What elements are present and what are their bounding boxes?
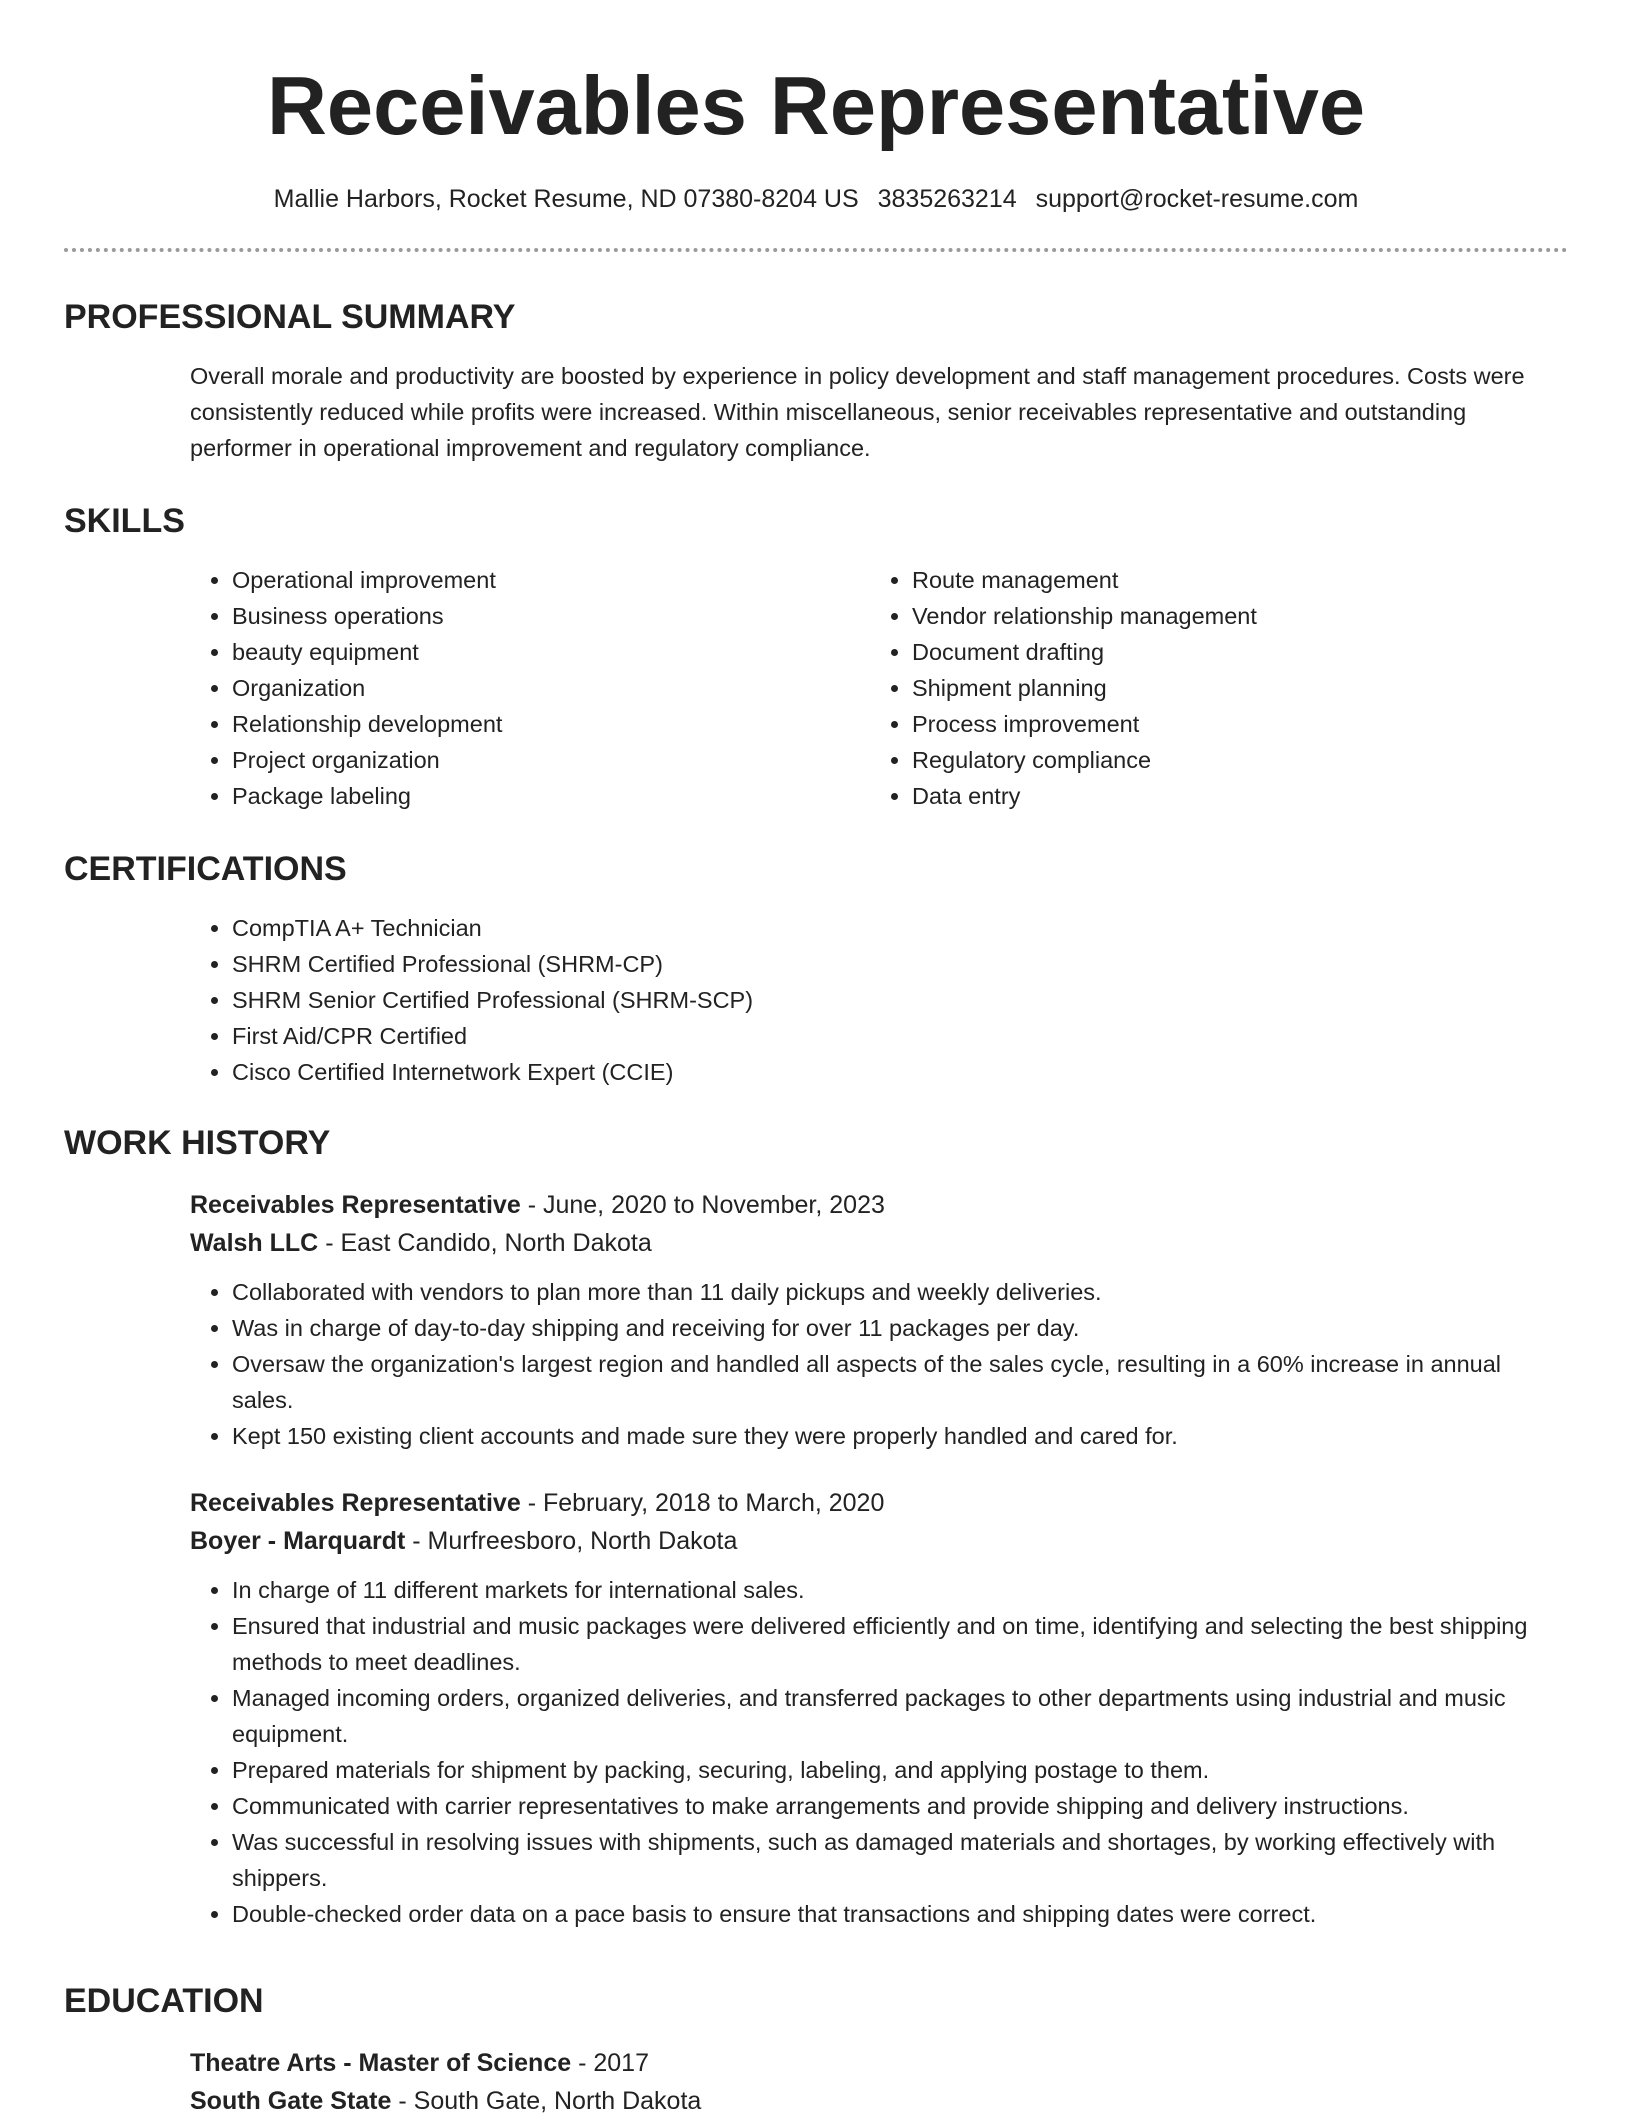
education-location: - South Gate, North Dakota <box>391 2087 702 2115</box>
job-location: - Murfreesboro, North Dakota <box>405 1527 738 1555</box>
education-section <box>64 1980 1568 2120</box>
skill-item: • Document drafting <box>912 634 1550 670</box>
certifications-section <box>64 848 1568 1090</box>
job-company-line <box>190 1224 1568 1262</box>
job-bullet: • Managed incoming orders, organized deliveries, and transferred packages to other departments using industrial and music equipment. <box>232 1680 1568 1752</box>
education-school-line <box>190 2082 1568 2120</box>
job-bullet: • Ensured that industrial and music packages were delivered efficiently and on time, identifying and selecting the best shipping methods to meet deadlines. <box>232 1608 1568 1680</box>
certification-item: • First Aid/CPR Certified <box>232 1018 1568 1054</box>
skill-item: • Business operations <box>232 598 870 634</box>
education-entry <box>190 2044 1568 2120</box>
skills-list-left <box>190 562 870 814</box>
skill-item: • Data entry <box>912 778 1550 814</box>
contact-address: Mallie Harbors, Rocket Resume, ND 07380-8204 US <box>273 185 859 213</box>
job-role: Receivables Representative <box>190 1489 521 1517</box>
summary-section <box>64 296 1568 466</box>
education-year: - 2017 <box>571 2049 649 2077</box>
job-title-line <box>190 1484 1568 1522</box>
skills-column-right <box>870 562 1550 814</box>
job-bullet-list <box>190 1274 1568 1454</box>
skill-item: • Regulatory compliance <box>912 742 1550 778</box>
job-bullet: • Oversaw the organization's largest region and handled all aspects of the sales cycle, resulting in a 60% increase in annual sales. <box>232 1346 1568 1418</box>
contact-phone: 3835263214 <box>877 185 1017 213</box>
contact-email: support@rocket-resume.com <box>1035 185 1359 213</box>
job-bullet: • Was in charge of day-to-day shipping and receiving for over 11 packages per day. <box>232 1310 1568 1346</box>
skill-item: • Vendor relationship management <box>912 598 1550 634</box>
job-company-line <box>190 1522 1568 1560</box>
summary-heading: PROFESSIONAL SUMMARY <box>64 298 516 336</box>
summary-text: Overall morale and productivity are boosted by experience in policy development and staff management procedures. Costs were consistently reduced while profits were increased. Within miscellaneous, senior receivables representative and outstanding performer in operational improvement and regulatory compliance. <box>190 363 1525 461</box>
job-bullets <box>190 1274 1568 1454</box>
resume-title: Receivables Representative <box>266 59 1366 152</box>
job-dates: - February, 2018 to March, 2020 <box>520 1489 885 1517</box>
job-bullet: • Double-checked order data on a pace basis to ensure that transactions and shipping dates were correct. <box>232 1896 1568 1932</box>
job-bullets <box>190 1572 1568 1932</box>
skills-section <box>64 500 1568 814</box>
education-school: South Gate State <box>190 2087 392 2115</box>
work-history-section <box>64 1122 1568 1932</box>
job-entry <box>190 1186 1568 1262</box>
contact-line <box>64 182 1568 216</box>
skill-item: • Operational improvement <box>232 562 870 598</box>
certifications-heading: CERTIFICATIONS <box>64 850 347 888</box>
certification-item: • Cisco Certified Internetwork Expert (CCIE) <box>232 1054 1568 1090</box>
job-role: Receivables Representative <box>190 1191 521 1219</box>
skill-item: • Process improvement <box>912 706 1550 742</box>
skills-grid <box>190 562 1568 814</box>
job-bullet: • Communicated with carrier representatives to make arrangements and provide shipping and delivery instructions. <box>232 1788 1568 1824</box>
certification-item: • SHRM Senior Certified Professional (SHRM-SCP) <box>232 982 1568 1018</box>
certifications-list <box>190 910 1568 1090</box>
education-degree-line <box>190 2044 1568 2082</box>
job-location: - East Candido, North Dakota <box>318 1229 652 1257</box>
skills-column-left <box>190 562 870 814</box>
work-history-heading: WORK HISTORY <box>64 1124 331 1162</box>
job-company: Boyer - Marquardt <box>190 1527 406 1555</box>
job-entry <box>190 1484 1568 1560</box>
job-bullet: • Was successful in resolving issues with shipments, such as damaged materials and shortages, by working effectively with shippers. <box>232 1824 1568 1896</box>
job-dates: - June, 2020 to November, 2023 <box>520 1191 885 1219</box>
job-company: Walsh LLC <box>190 1229 319 1257</box>
skill-item: • Relationship development <box>232 706 870 742</box>
skill-item: • Shipment planning <box>912 670 1550 706</box>
skill-item: • Route management <box>912 562 1550 598</box>
job-title-line <box>190 1186 1568 1224</box>
job-bullet: • Prepared materials for shipment by packing, securing, labeling, and applying postage to them. <box>232 1752 1568 1788</box>
job-bullet-list <box>190 1572 1568 1932</box>
education-heading: EDUCATION <box>64 1982 264 2020</box>
skill-item: • Organization <box>232 670 870 706</box>
job-bullet: • Collaborated with vendors to plan more than 11 daily pickups and weekly deliveries. <box>232 1274 1568 1310</box>
skills-heading: SKILLS <box>64 502 185 540</box>
certification-item: • CompTIA A+ Technician <box>232 910 1568 946</box>
education-degree: Theatre Arts - Master of Science <box>190 2049 572 2077</box>
certification-item: • SHRM Certified Professional (SHRM-CP) <box>232 946 1568 982</box>
header-divider <box>64 248 1568 252</box>
skill-item: • Package labeling <box>232 778 870 814</box>
job-bullet: • Kept 150 existing client accounts and made sure they were properly handled and cared for. <box>232 1418 1568 1454</box>
skill-item: • beauty equipment <box>232 634 870 670</box>
job-bullet: • In charge of 11 different markets for international sales. <box>232 1572 1568 1608</box>
certifications-list-wrap <box>190 910 1568 1090</box>
skill-item: • Project organization <box>232 742 870 778</box>
skills-list-right <box>870 562 1550 814</box>
resume-page <box>64 0 1568 2115</box>
